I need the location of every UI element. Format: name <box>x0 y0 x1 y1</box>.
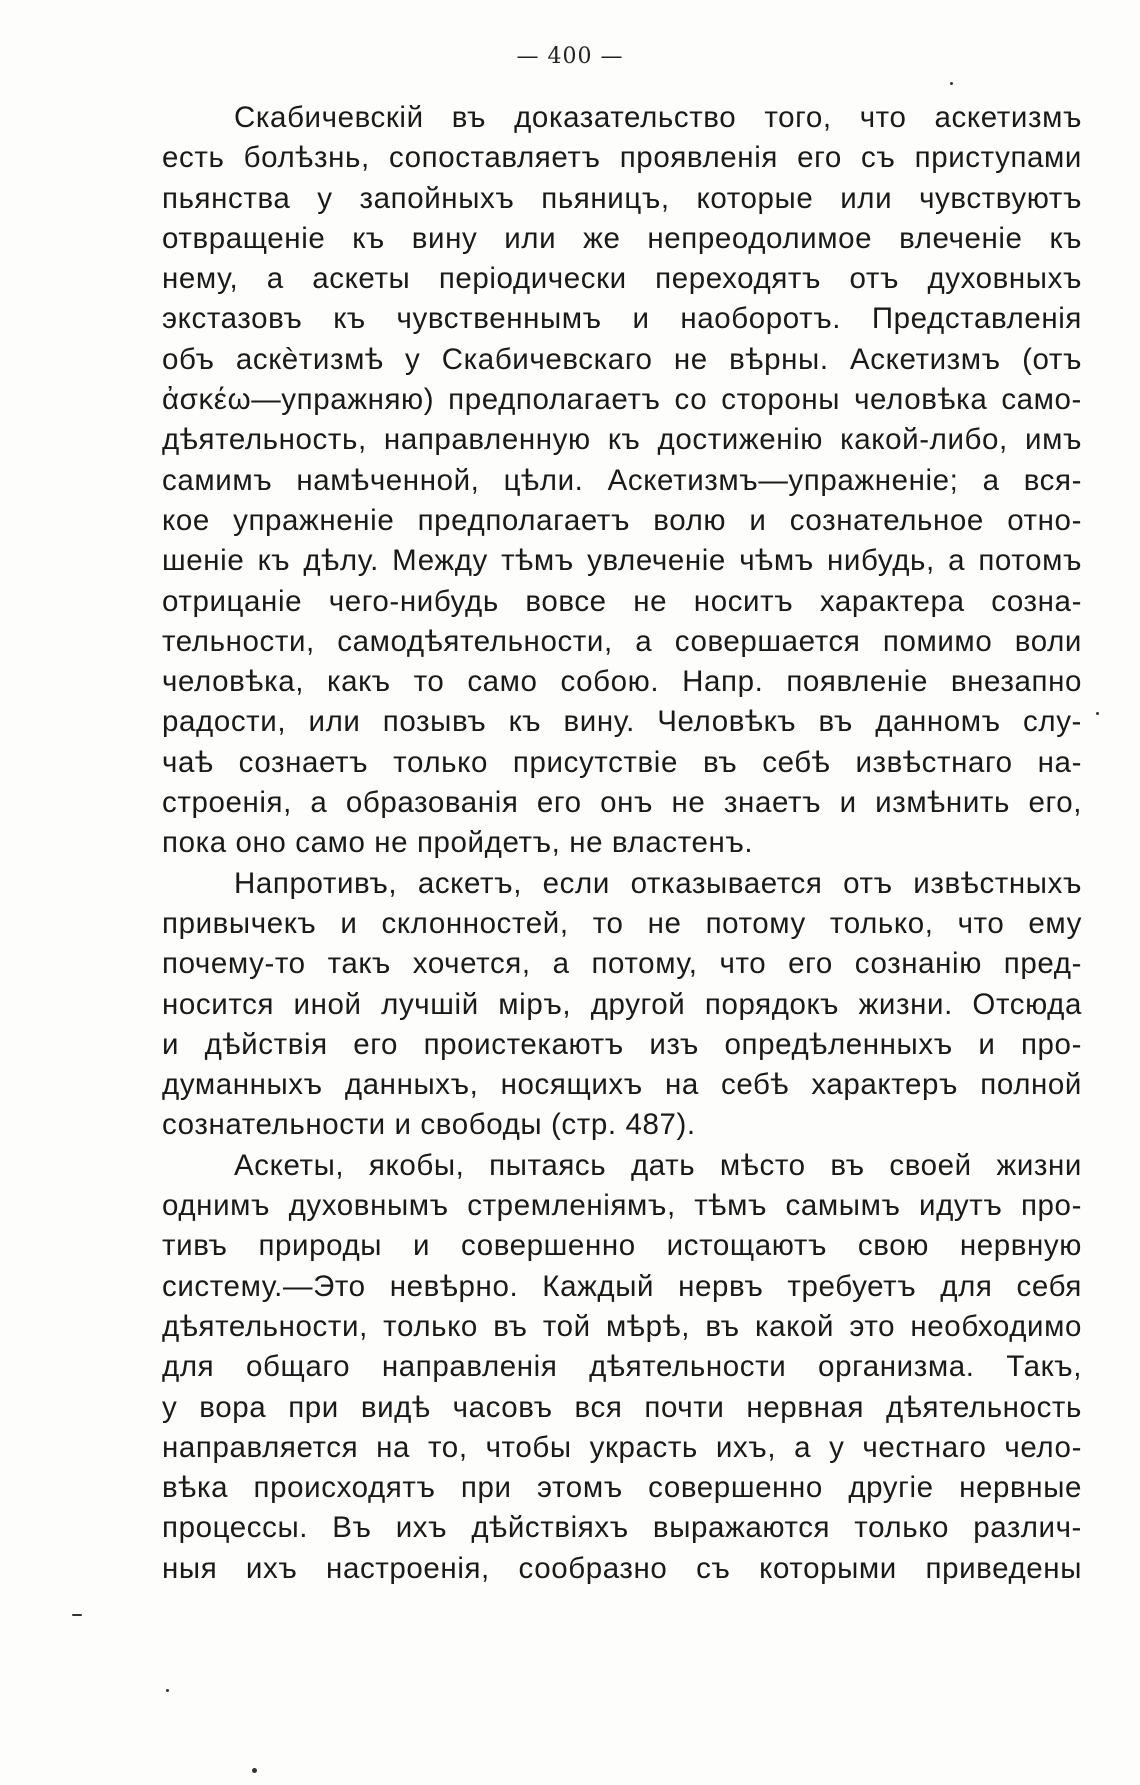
scan-speck <box>252 1768 257 1773</box>
scan-speck <box>950 82 953 85</box>
paragraph-1 <box>162 98 1082 864</box>
text-line: экстазовъ къ чувственнымъ и наоборотъ. Представленія <box>162 302 1082 336</box>
text-line: человѣка, какъ то само собою. Напр. появленіе внезапно <box>162 665 1082 699</box>
text-line: строенія, а образованія его онъ не знаетъ и измѣнить его, <box>162 786 1082 820</box>
text-line: дѣятельности, только въ той мѣрѣ, въ какой это необходимо <box>162 1309 1082 1343</box>
text-line: пока оно само не пройдетъ, не властенъ. <box>162 826 754 860</box>
text-line: Аскеты, якобы, пытаясь дать мѣсто въ своей жизни <box>234 1148 1082 1182</box>
text-line: дѣятельность, направленную къ достиженію какой-либо, имъ <box>162 423 1082 457</box>
scan-speck <box>166 1689 169 1692</box>
paragraph-2 <box>162 864 1082 1146</box>
text-line: процессы. Въ ихъ дѣйствіяхъ выражаются только различ- <box>162 1511 1082 1545</box>
text-line: у вора при видѣ часовъ вся почти нервная дѣятельность <box>162 1390 1082 1424</box>
text-line: почему-то такъ хочется, а потому, что его сознанію пред- <box>162 947 1082 981</box>
text-line: для общаго направленія дѣятельности организма. Такъ, <box>162 1350 1082 1384</box>
text-line: и дѣйствія его проистекаютъ изъ опредѣленныхъ и про- <box>162 1027 1082 1061</box>
paragraph-3 <box>162 1146 1082 1589</box>
text-line: думанныхъ данныхъ, носящихъ на себѣ характеръ полной <box>162 1068 1082 1102</box>
text-line: ныя ихъ настроенія, сообразно съ которыми приведены <box>162 1551 1082 1585</box>
text-line: сознательности и свободы (стр. 487). <box>162 1108 696 1142</box>
text-line: есть болѣзнь, сопоставляетъ проявленія его съ приступами <box>162 141 1082 175</box>
text-line: ἀσκέω—упражняю) предполагаетъ со стороны человѣка само- <box>162 383 1082 417</box>
text-line: отвращеніе къ вину или же непреодолимое влеченіе къ <box>162 221 1082 255</box>
text-line: отрицаніе чего-нибудь вовсе не носитъ характера созна- <box>162 584 1082 618</box>
scan-speck <box>1096 712 1099 715</box>
text-line: систему.—Это невѣрно. Каждый нервъ требуетъ для себя <box>162 1269 1082 1303</box>
text-line: тельности, самодѣятельности, а совершается помимо воли <box>162 624 1082 658</box>
page-number: — 400 — <box>516 44 624 69</box>
text-line: пьянства у запойныхъ пьяницъ, которые или чувствуютъ <box>162 181 1082 215</box>
text-line: нему, а аскеты періодически переходятъ отъ духовныхъ <box>162 262 1082 296</box>
scan-speck <box>72 1614 82 1616</box>
text-line: шеніе къ дѣлу. Между тѣмъ увлеченіе чѣмъ нибудь, а потомъ <box>162 544 1082 578</box>
text-line: самимъ намѣченной, цѣли. Аскетизмъ—упражненіе; а вся- <box>162 463 1082 497</box>
text-line: тивъ природы и совершенно истощаютъ свою нервную <box>162 1229 1082 1263</box>
text-line: привычекъ и склонностей, то не потому только, что ему <box>162 906 1082 940</box>
text-line: объ аскѐтизмѣ у Скабичевскаго не вѣрны. Аскетизмъ (отъ <box>162 342 1082 376</box>
text-line: чаѣ сознаетъ только присутствіе въ себѣ извѣстнаго на- <box>162 745 1082 779</box>
text-line: Напротивъ, аскетъ, если отказывается отъ извѣстныхъ <box>234 866 1082 900</box>
text-line: кое упражненіе предполагаетъ волю и сознательное отно- <box>162 503 1082 537</box>
text-line: вѣка происходятъ при этомъ совершенно другіе нервные <box>162 1471 1082 1505</box>
text-line: радости, или позывъ къ вину. Человѣкъ въ данномъ слу- <box>162 705 1082 739</box>
body-text <box>162 98 1082 1589</box>
text-line: носится иной лучшій міръ, другой порядокъ жизни. Отсюда <box>162 987 1082 1021</box>
text-line: направляется на то, чтобы украсть ихъ, а у честнаго чело- <box>162 1430 1082 1464</box>
text-line: однимъ духовнымъ стремленіямъ, тѣмъ самымъ идутъ про- <box>162 1189 1082 1223</box>
text-line: Скабичевскій въ доказательство того, что аскетизмъ <box>234 101 1082 134</box>
